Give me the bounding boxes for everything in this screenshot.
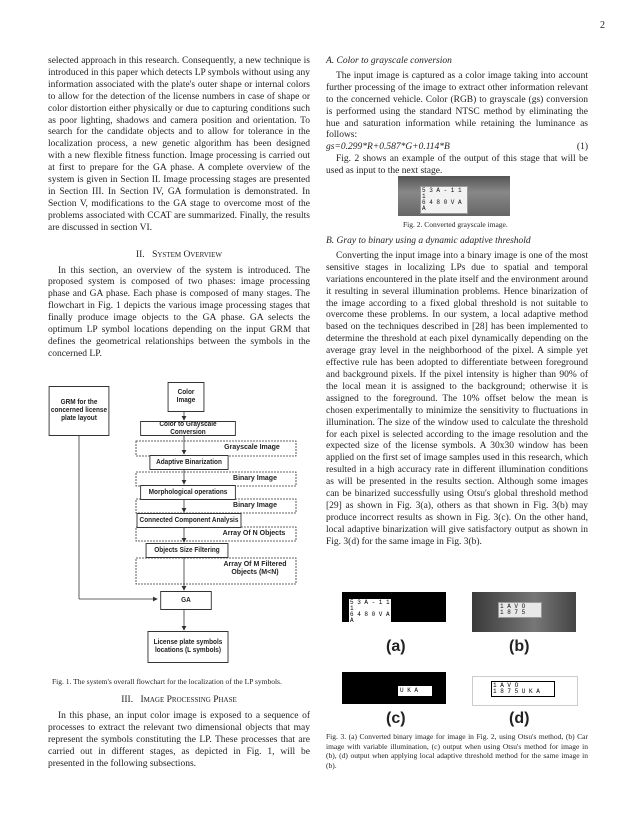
ga-box: GA [160, 591, 212, 610]
fig3b-plate-line-1: 1 A V O [500, 603, 526, 610]
grayscale-conversion-step: Color to Grayscale Conversion [140, 421, 236, 436]
section-iii-paragraph: In this phase, an input color image is exposed to a sequence of processes to extract the relevant two dimensional objects that may represent the symbols constituting the LP. These processes that are carried out in different stages, as depicted in Fig. 1, will be presented in the following subsections. [48, 710, 310, 769]
fig3c-plate [398, 686, 432, 696]
fig3d-plate [491, 681, 555, 697]
fig1-caption: Fig. 1. The system's overall flowchart for the localization of the LP symbols. [52, 677, 282, 686]
left-column-lower [48, 695, 310, 770]
fig3c-image [342, 672, 446, 704]
section-ii-heading [48, 250, 310, 262]
fig3a-image [342, 592, 446, 622]
section-iii-number: III. [121, 695, 134, 705]
fig3b-label: (b) [509, 638, 530, 655]
page-number: 2 [600, 20, 605, 31]
subsection-a-paragraph-2: Fig. 2 shows an example of the output of this stage that will be used as input to the next stage. [326, 154, 588, 177]
fig2-caption: Fig. 2. Converted grayscale image. [403, 220, 508, 229]
filtered-objects-output: Array Of M Filtered Objects (M<N) [223, 561, 287, 576]
section-ii-paragraph: In this section, an overview of the system is introduced. The proposed system is composed of two phases: image processing phase and GA phase. Each phase is composed of many stages. The flowchart in Fig. 1 depicts the various image processing stages that finally produce image objects to the GA phase. GA selects the optimum LP symbol locations depending on the input GRM that defines the geometrical relationships between the symbols in the concerned LP. [48, 265, 310, 359]
equation-number: (1) [576, 142, 588, 153]
fig3d-plate-line-1: 1 A V O [493, 682, 519, 689]
fig2-grayscale-image [398, 176, 510, 216]
fig3c-label: (c) [386, 710, 406, 727]
fig2-plate-line-1: 5 3 A - 1 1 1 [422, 187, 462, 200]
fig3a-plate [348, 598, 392, 622]
grayscale-image-output: Grayscale Image [224, 444, 280, 451]
subsection-b-paragraph: Converting the input image into a binary image is one of the most sensitive stages in localizing LPs due to spatial and temporal variations encountered in the plate itself and the environment around it resulting in several illumination problems. Hence binarization of the image according to a fixed global threshold is not suitable to overcome these problems. In our system, a local adaptive method based on the techniques described in [28] has been implemented to determine the threshold at each pixel dynamically depending on the average gray level in the neighborhood of the pixel. A simple yet effective rule has been adopted to differentiate between foreground and background pixels. If the pixel intensity is higher than 90% of the local mean it is assigned to the background; otherwise it is assigned to the foreground. The 10% offset below the mean is chosen experimentally to minimize the sensitivity to fluctuations in illumination. The size of the window used to calculate the threshold for each pixel is selected according to the image resolution and the expected size of the license symbols. A 30x30 window has been applied on the first set of image samples used in this research, which resulted in a high accuracy rate in different illumination conditions as will be presented in the results section. Although some images can be binarized successfully using Otsu's global threshold method [29] as shown in Fig. 3(a), others as that shown in Fig. 3(b) may produce incorrect results as shown in Fig. 3(c). On the other hand, local adaptive binarization will give satisfactory output as shown in Fig. 3(d) for the same image in Fig. 3(b). [326, 250, 588, 547]
subsection-a-heading: A. Color to grayscale conversion [326, 56, 452, 66]
binary-image-output-1: Binary Image [233, 475, 277, 482]
fig2-license-plate [420, 186, 468, 214]
fig3d-image [472, 676, 578, 706]
intro-paragraph: selected approach in this research. Consequently, a new technique is introduced in this paper which detects LP symbols without using any information associated with the plate's outer shape or internal colors to allow for the detection of the license numbers in case of shape or color distortion either physically or due to capturing conditions such as poor lighting, shadows and camera position and orientation. To search for the candidate objects and to allow for tolerance in the localization process, a new genetic algorithm has been designed with a new flexible fitness function. Image processing is carried out at first to prepare for the GA phase. A complete overview of the system is given in Section II. Image processing stages are presented in Section III. In Section IV, GA formulation is demonstrated. In Section V, modifications to the GA stage to overcome most of the problems associated with CCAT are summarized. Finally, the results are discussed in section VI. [48, 56, 310, 233]
subsection-a-paragraph: The input image is captured as a color image taking into account further processing of the image to extract other information relevant to the concerned vehicle. Color (RGB) to grayscale (gs) conversion is performed using the standard NTSC method by eliminating the hue and saturation information while retaining the luminance as follows: [326, 70, 588, 141]
section-iii-heading [48, 695, 310, 707]
adaptive-binarization-step: Adaptive Binarization [149, 455, 228, 470]
fig3b-image [472, 592, 576, 632]
subsection-b-heading: B. Gray to binary using a dynamic adaptive threshold [326, 236, 531, 246]
binary-image-output-2: Binary Image [233, 502, 277, 509]
fig3d-plate-line-2: 1 8 7 5 U K A [493, 688, 540, 695]
connected-component-step: Connected Component Analysis [137, 513, 242, 528]
fig3a-plate-line-1: 5 3 A - 1 1 1 [350, 599, 390, 612]
morphological-operations-step: Morphological operations [140, 485, 236, 500]
right-column-top [326, 56, 588, 178]
left-column [48, 56, 310, 361]
section-iii-title: Image Processing Phase [140, 695, 237, 705]
fig3a-label: (a) [386, 638, 406, 655]
color-image-box: Color Image [168, 382, 205, 412]
right-column-mid [326, 236, 588, 549]
fig3b-plate-line-2: 1 8 7 5 [500, 609, 526, 616]
objects-array-output: Array Of N Objects [222, 530, 286, 537]
fig3-caption: Fig. 3. (a) Converted binary image for image in Fig. 2, using Otsu's method, (b) Car image with variable illumination, (c) output when using Otsu's method for image in (b), (d) output when applying local adaptive threshold method for the same image in (b). [326, 732, 588, 770]
fig2-plate-line-2: 6 4 8 0 V A A [422, 199, 462, 212]
grm-box: GRM for the concerned license plate layout [49, 386, 110, 436]
fig3c-plate-text: U K A [400, 687, 419, 694]
section-ii-title: System Overview [152, 249, 223, 260]
lp-symbols-locations-box: License plate symbols locations (L symbols) [148, 631, 229, 663]
size-filtering-step: Objects Size Filtering [146, 543, 229, 558]
fig3a-plate-line-2: 6 4 8 0 V A A [350, 611, 390, 622]
equation-text: gs=0.299*R+0.587*G+0.114*B [326, 142, 450, 153]
equation-1 [326, 142, 588, 154]
fig3b-plate [498, 602, 542, 618]
fig3d-label: (d) [509, 710, 530, 727]
section-ii-number: II. [135, 249, 145, 260]
flowchart [44, 382, 306, 674]
